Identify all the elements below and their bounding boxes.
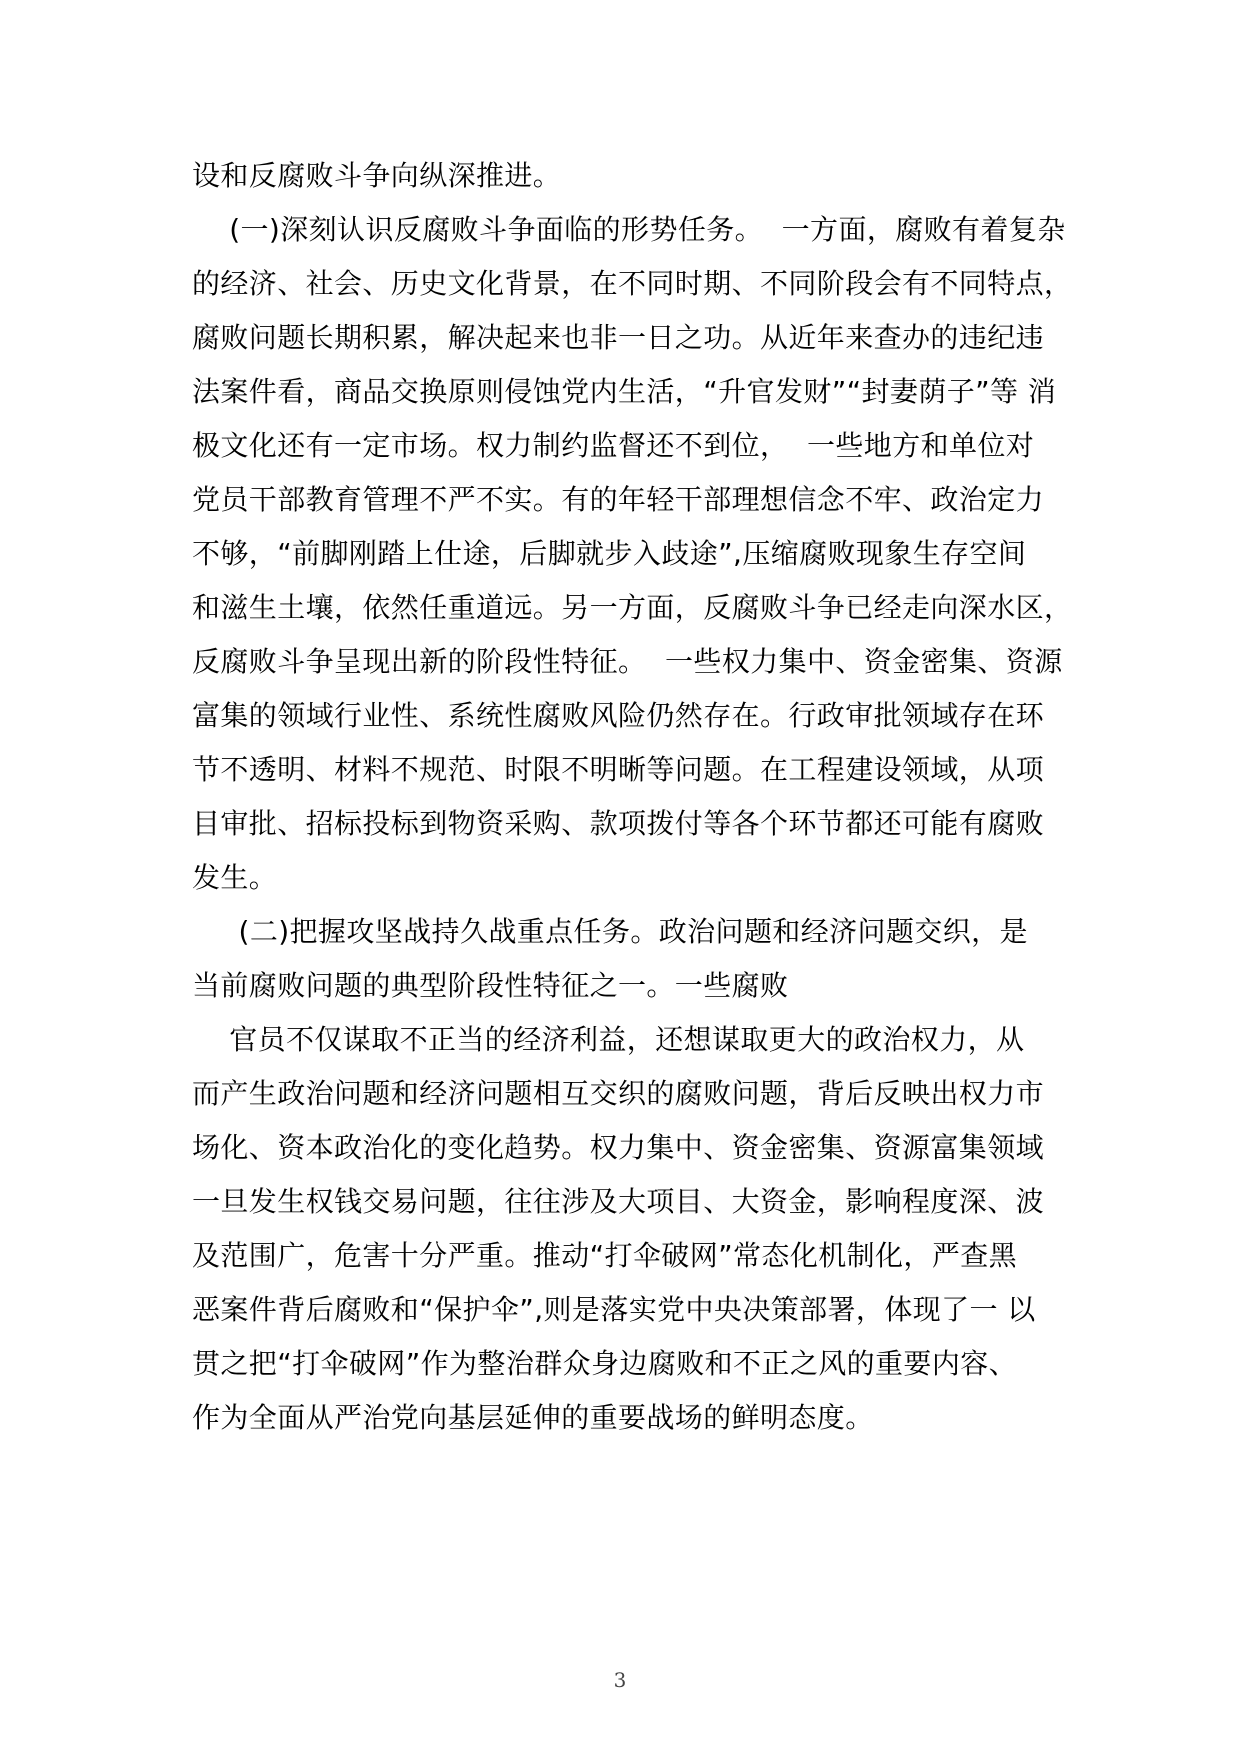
- text-line: (一)深刻认识反腐败斗争面临的形势任务。 一方面，腐败有着复杂: [192, 213, 1066, 246]
- text-line: 党员干部教育管理不严不实。有的年轻干部理想信念不牢、政治定力: [192, 483, 1045, 516]
- text-line: 的经济、社会、历史文化背景，在不同时期、不同阶段会有不同特点，: [192, 267, 1073, 300]
- text-line: 官员不仅谋取不正当的经济利益，还想谋取更大的政治权力，从: [192, 1023, 1025, 1056]
- text-line: (二)把握攻坚战持久战重点任务。政治问题和经济问题交织，是: [192, 915, 1028, 948]
- text-line: 发生。: [192, 861, 278, 894]
- text-line: 极文化还有一定市场。权力制约监督还不到位， 一些地方和单位对: [192, 429, 1035, 462]
- text-line: 节不透明、材料不规范、时限不明晰等问题。在工程建设领域，从项: [192, 753, 1045, 786]
- text-line: 场化、资本政治化的变化趋势。权力集中、资金密集、资源富集领域: [192, 1131, 1045, 1164]
- text-line: 作为全面从严治党向基层延伸的重要战场的鲜明态度。: [192, 1401, 874, 1434]
- text-line: 反腐败斗争呈现出新的阶段性特征。 一些权力集中、资金密集、资源: [192, 645, 1063, 678]
- text-line: 贯之把“打伞破网”作为整治群众身边腐败和不正之风的重要内容、: [192, 1347, 1018, 1380]
- text-line: 和滋生土壤，依然任重道远。另一方面，反腐败斗争已经走向深水区，: [192, 591, 1073, 624]
- text-line: 腐败问题长期积累，解决起来也非一日之功。从近年来查办的违纪违: [192, 321, 1045, 354]
- text-line: 富集的领域行业性、系统性腐败风险仍然存在。行政审批领域存在环: [192, 699, 1045, 732]
- text-line: 不够，“前脚刚踏上仕途，后脚就步入歧途”,压缩腐败现象生存空间: [192, 537, 1027, 570]
- text-line: 当前腐败问题的典型阶段性特征之一。一些腐败: [192, 969, 789, 1002]
- page-number: 3: [613, 1668, 627, 1692]
- text-line: 法案件看，商品交换原则侵蚀党内生活，“升官发财”“封妻荫子”等 消: [192, 375, 1057, 408]
- text-line: 一旦发生权钱交易问题，往往涉及大项目、大资金，影响程度深、波: [192, 1185, 1045, 1218]
- text-line: 而产生政治问题和经济问题相互交织的腐败问题，背后反映出权力市: [192, 1077, 1045, 1110]
- text-line: 恶案件背后腐败和“保护伞”,则是落实党中央决策部署，体现了一 以: [192, 1293, 1036, 1326]
- text-line: 设和反腐败斗争向纵深推进。: [192, 159, 562, 192]
- text-line: 目审批、招标投标到物资采购、款项拨付等各个环节都还可能有腐败: [192, 807, 1045, 840]
- text-line: 及范围广，危害十分严重。推动“打伞破网”常态化机制化，严查黑: [192, 1239, 1018, 1272]
